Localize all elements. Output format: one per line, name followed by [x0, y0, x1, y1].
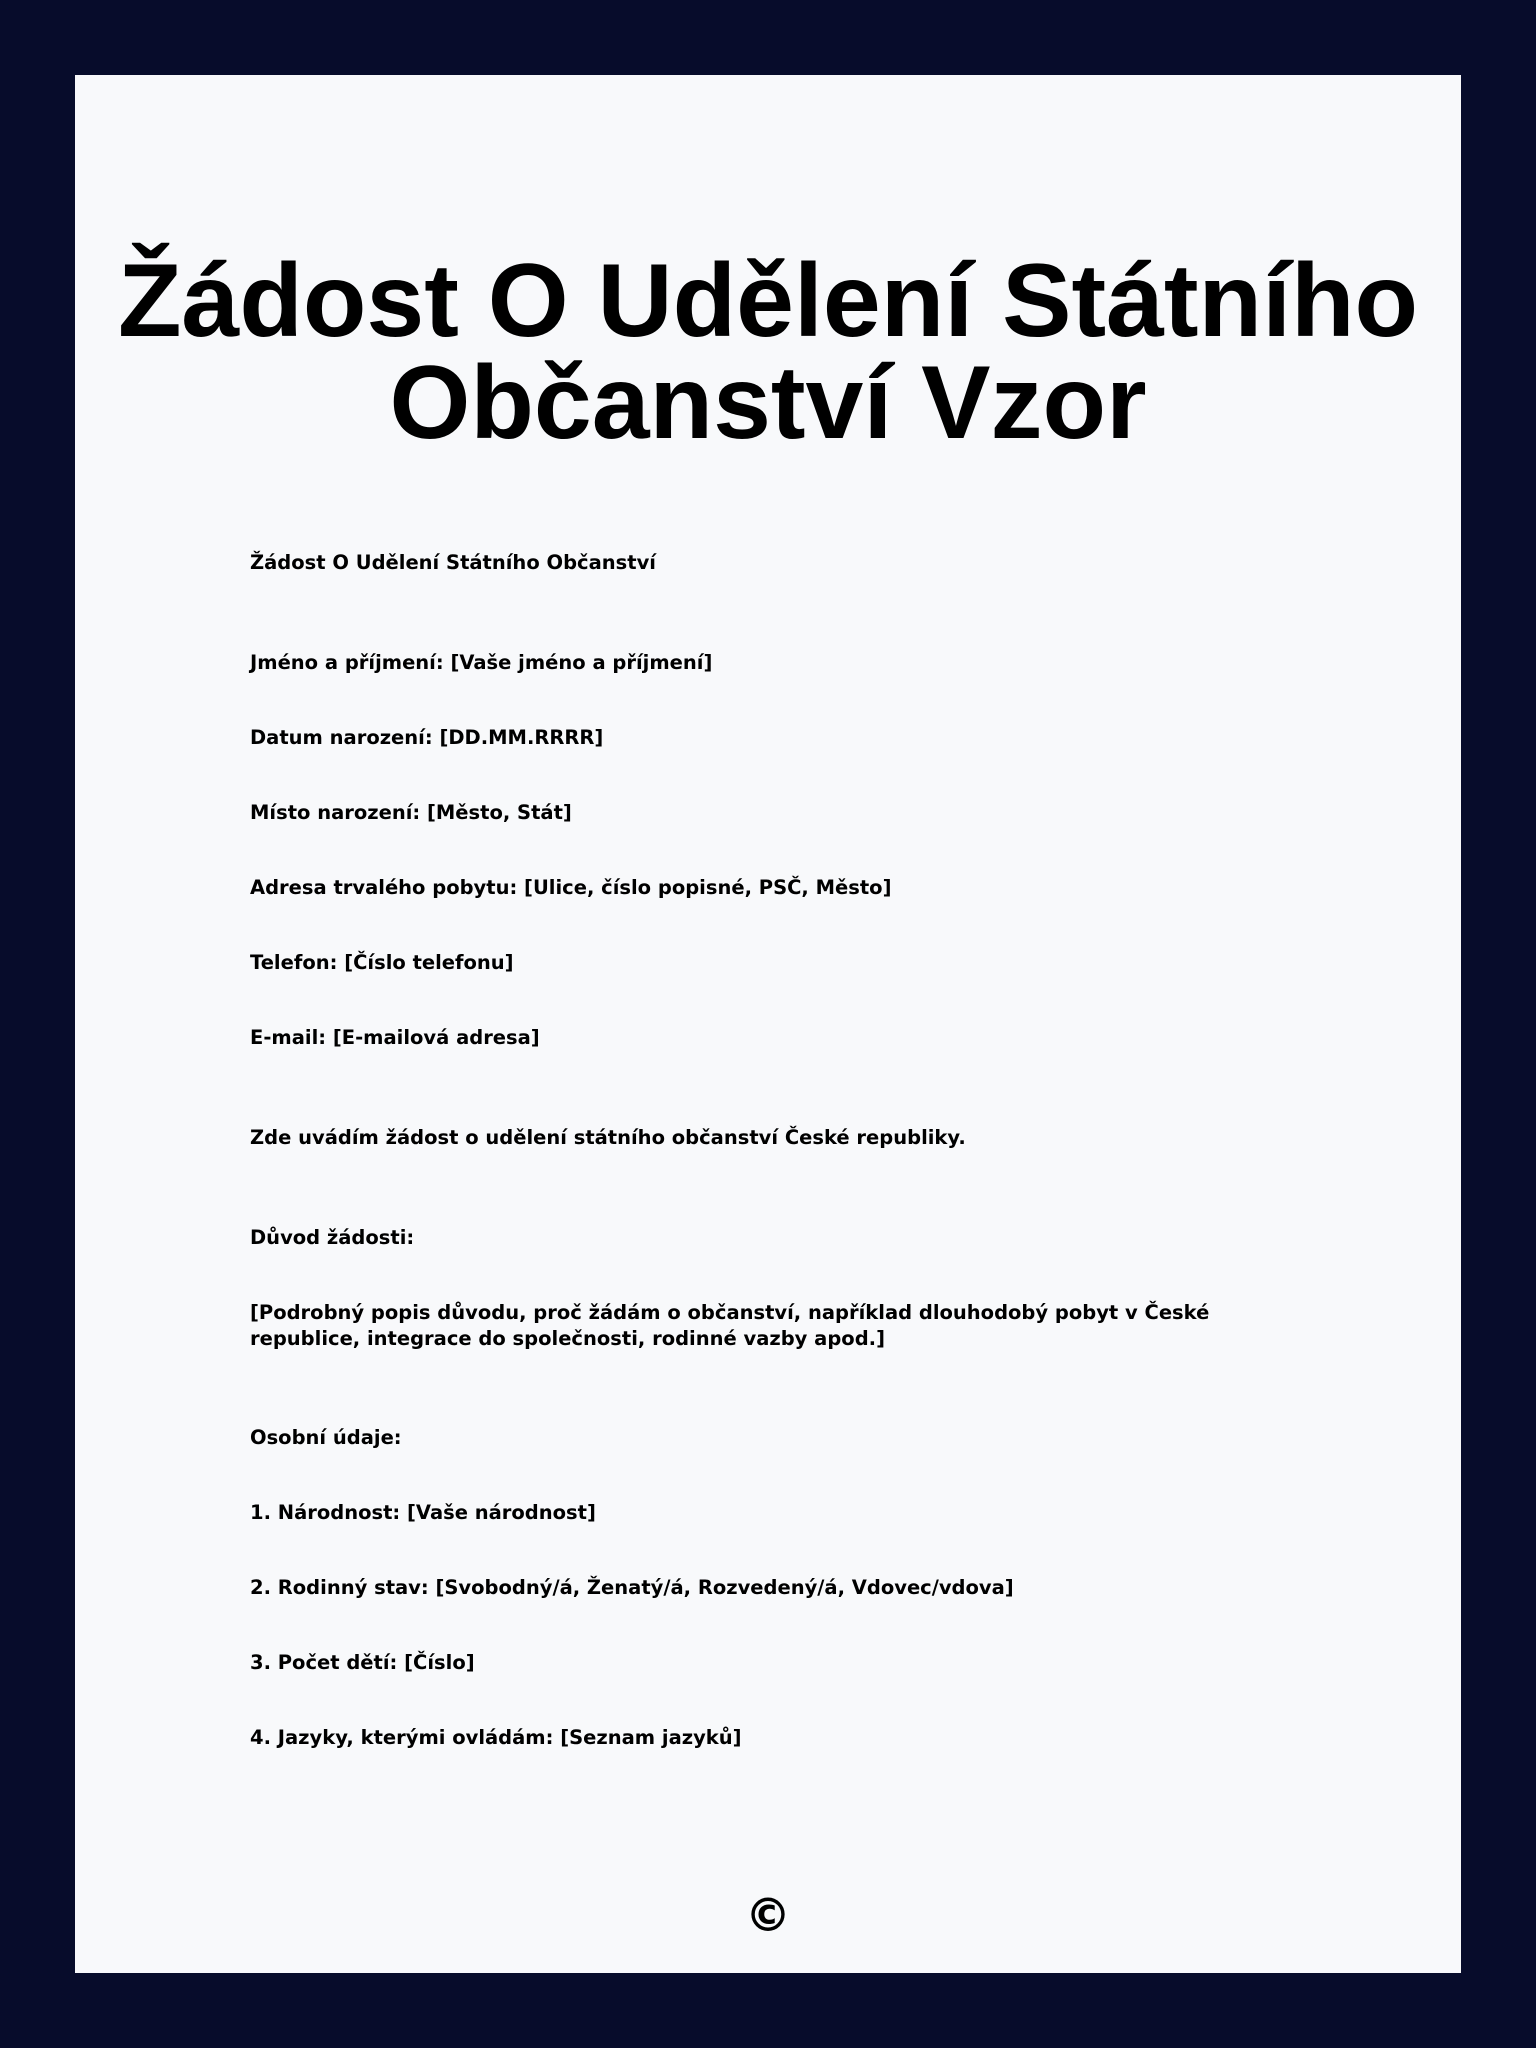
list-item: 2. Rodinný stav: [Svobodný/á, Ženatý/á, Rozvedený/á, Vdovec/vdova]: [250, 1576, 1014, 1599]
document-page: [75, 75, 1461, 1973]
field-birth-place: Místo narození: [Město, Stát]: [250, 801, 572, 824]
list-item: 4. Jazyky, kterými ovládám: [Seznam jazyků]: [250, 1726, 742, 1749]
field-birth-date: Datum narození: [DD.MM.RRRR]: [250, 726, 604, 749]
field-email: E-mail: [E-mailová adresa]: [250, 1026, 540, 1049]
page-title: Žádost O Udělení Státního Občanství Vzor: [117, 243, 1419, 461]
copyright-icon: ©: [745, 1888, 791, 1942]
statement-text: Zde uvádím žádost o udělení státního občanství České republiky.: [250, 1126, 966, 1149]
reason-text: [Podrobný popis důvodu, proč žádám o občanství, například dlouhodobý pobyt v České republice, integrace do společnosti, rodinné vazby apod.]: [250, 1301, 1210, 1350]
list-item: 3. Počet dětí: [Číslo]: [250, 1651, 475, 1674]
document-heading: Žádost O Udělení Státního Občanství: [250, 551, 656, 574]
field-name: Jméno a příjmení: [Vaše jméno a příjmení]: [250, 651, 713, 674]
reason-heading: Důvod žádosti:: [250, 1226, 415, 1249]
list-item: 1. Národnost: [Vaše národnost]: [250, 1501, 596, 1524]
field-phone: Telefon: [Číslo telefonu]: [250, 951, 514, 974]
personal-heading: Osobní údaje:: [250, 1426, 402, 1449]
field-address: Adresa trvalého pobytu: [Ulice, číslo popisné, PSČ, Město]: [250, 876, 892, 899]
